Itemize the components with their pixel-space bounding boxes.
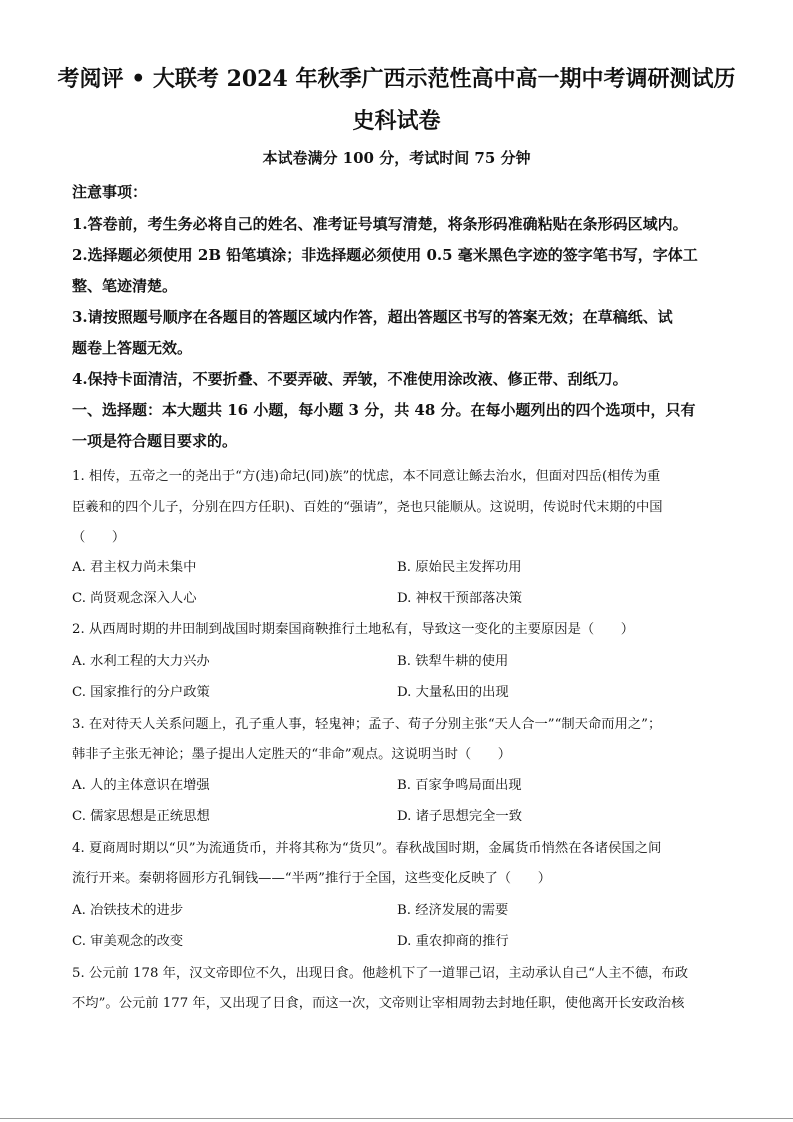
question-4-text: 4. 夏商周时期以“贝”为流通货币，并将其称为“货贝”。春秋战国时期，金属货币悄然在各诸侯国之间 <box>72 841 662 856</box>
question-3-option-d: D. 诸子思想完全一致 <box>397 809 523 824</box>
section-instruction-line-1: 一、选择题：本大题共 16 小题，每小题 3 分，共 48 分。在每小题列出的四个选项中，只有 <box>72 401 696 419</box>
question-4-option-c: C. 审美观念的改变 <box>72 934 184 949</box>
question-4-text: 流行开来。秦朝将圆形方孔铜钱——“半两”推行于全国，这些变化反映了（ ） <box>72 871 551 886</box>
question-4-option-a: A. 冶铁技术的进步 <box>72 903 184 918</box>
note-line: 题卷上答题无效。 <box>72 339 193 357</box>
note-line: 1.答卷前，考生务必将自己的姓名、准考证号填写清楚，将条形码准确粘贴在条形码区域内。 <box>72 215 688 233</box>
question-5-text: 5. 公元前 178 年，汉文帝即位不久，出现日食。他趁机下了一道罪己诏，主动承认自己“人主不德，布政 <box>72 966 689 981</box>
question-3-option-c: C. 儒家思想是正统思想 <box>72 809 210 824</box>
exam-duration-subtitle: 本试卷满分 100 分，考试时间 75 分钟 <box>262 149 531 167</box>
question-3-option-b: B. 百家争鸣局面出现 <box>397 778 522 793</box>
question-3-option-a: A. 人的主体意识在增强 <box>72 778 210 793</box>
question-2-option-c: C. 国家推行的分户政策 <box>72 685 210 700</box>
exam-title-line-1: 考阅评 • 大联考 2024 年秋季广西示范性高中高一期中考调研测试历 <box>57 66 736 92</box>
question-4-option-b: B. 经济发展的需要 <box>397 903 509 918</box>
question-1-text: 1. 相传，五帝之一的尧出于“方(违)命圮(同)族”的忧虑，本不同意让鲧去治水，但面对四岳(相传为重 <box>72 469 661 484</box>
question-2-option-b: B. 铁犁牛耕的使用 <box>397 654 509 669</box>
note-line: 2.选择题必须使用 2B 铅笔填涂；非选择题必须使用 0.5 毫米黑色字迹的签字笔书写，字体工 <box>72 246 698 264</box>
exam-title-line-2: 史科试卷 <box>352 108 441 134</box>
page-bottom-divider <box>0 1118 793 1119</box>
note-line: 4.保持卡面清洁，不要折叠、不要弄破、弄皱，不准使用涂改液、修正带、刮纸刀。 <box>72 370 628 388</box>
section-instruction-line-2: 一项是符合题目要求的。 <box>72 432 238 450</box>
question-3-text: 3. 在对待天人关系问题上，孔子重人事，轻鬼神；孟子、荀子分别主张“天人合一”“制天命而用之”； <box>72 717 662 732</box>
question-2-option-a: A. 水利工程的大力兴办 <box>72 654 210 669</box>
notes-heading: 注意事项： <box>72 183 148 201</box>
question-1-option-d: D. 神权干预部落决策 <box>397 591 523 606</box>
note-line: 整、笔迹清楚。 <box>72 277 178 295</box>
question-2-text: 2. 从西周时期的井田制到战国时期秦国商鞅推行土地私有，导致这一变化的主要原因是（ ） <box>72 622 635 637</box>
question-1-option-b: B. 原始民主发挥功用 <box>397 560 522 575</box>
question-3-text: 韩非子主张无神论；墨子提出人定胜天的“非命”观点。这说明当时（ ） <box>72 747 512 762</box>
question-1-option-c: C. 尚贤观念深入人心 <box>72 591 197 606</box>
question-2-option-d: D. 大量私田的出现 <box>397 685 509 700</box>
note-line: 3.请按照题号顺序在各题目的答题区域内作答，超出答题区书写的答案无效；在草稿纸、试 <box>72 308 673 326</box>
question-5-text: 不均”。公元前 177 年，又出现了日食，而这一次，文帝则让宰相周勃去封地任职，使他离开长安政治核 <box>72 996 685 1011</box>
question-1-option-a: A. 君主权力尚未集中 <box>72 560 197 575</box>
question-4-option-d: D. 重农抑商的推行 <box>397 934 509 949</box>
question-1-text: 臣羲和的四个儿子，分别在四方任职)、百姓的“强请”，尧也只能顺从。这说明，传说时代末期的中国 <box>72 500 663 515</box>
question-1-text: （ ） <box>72 530 126 545</box>
